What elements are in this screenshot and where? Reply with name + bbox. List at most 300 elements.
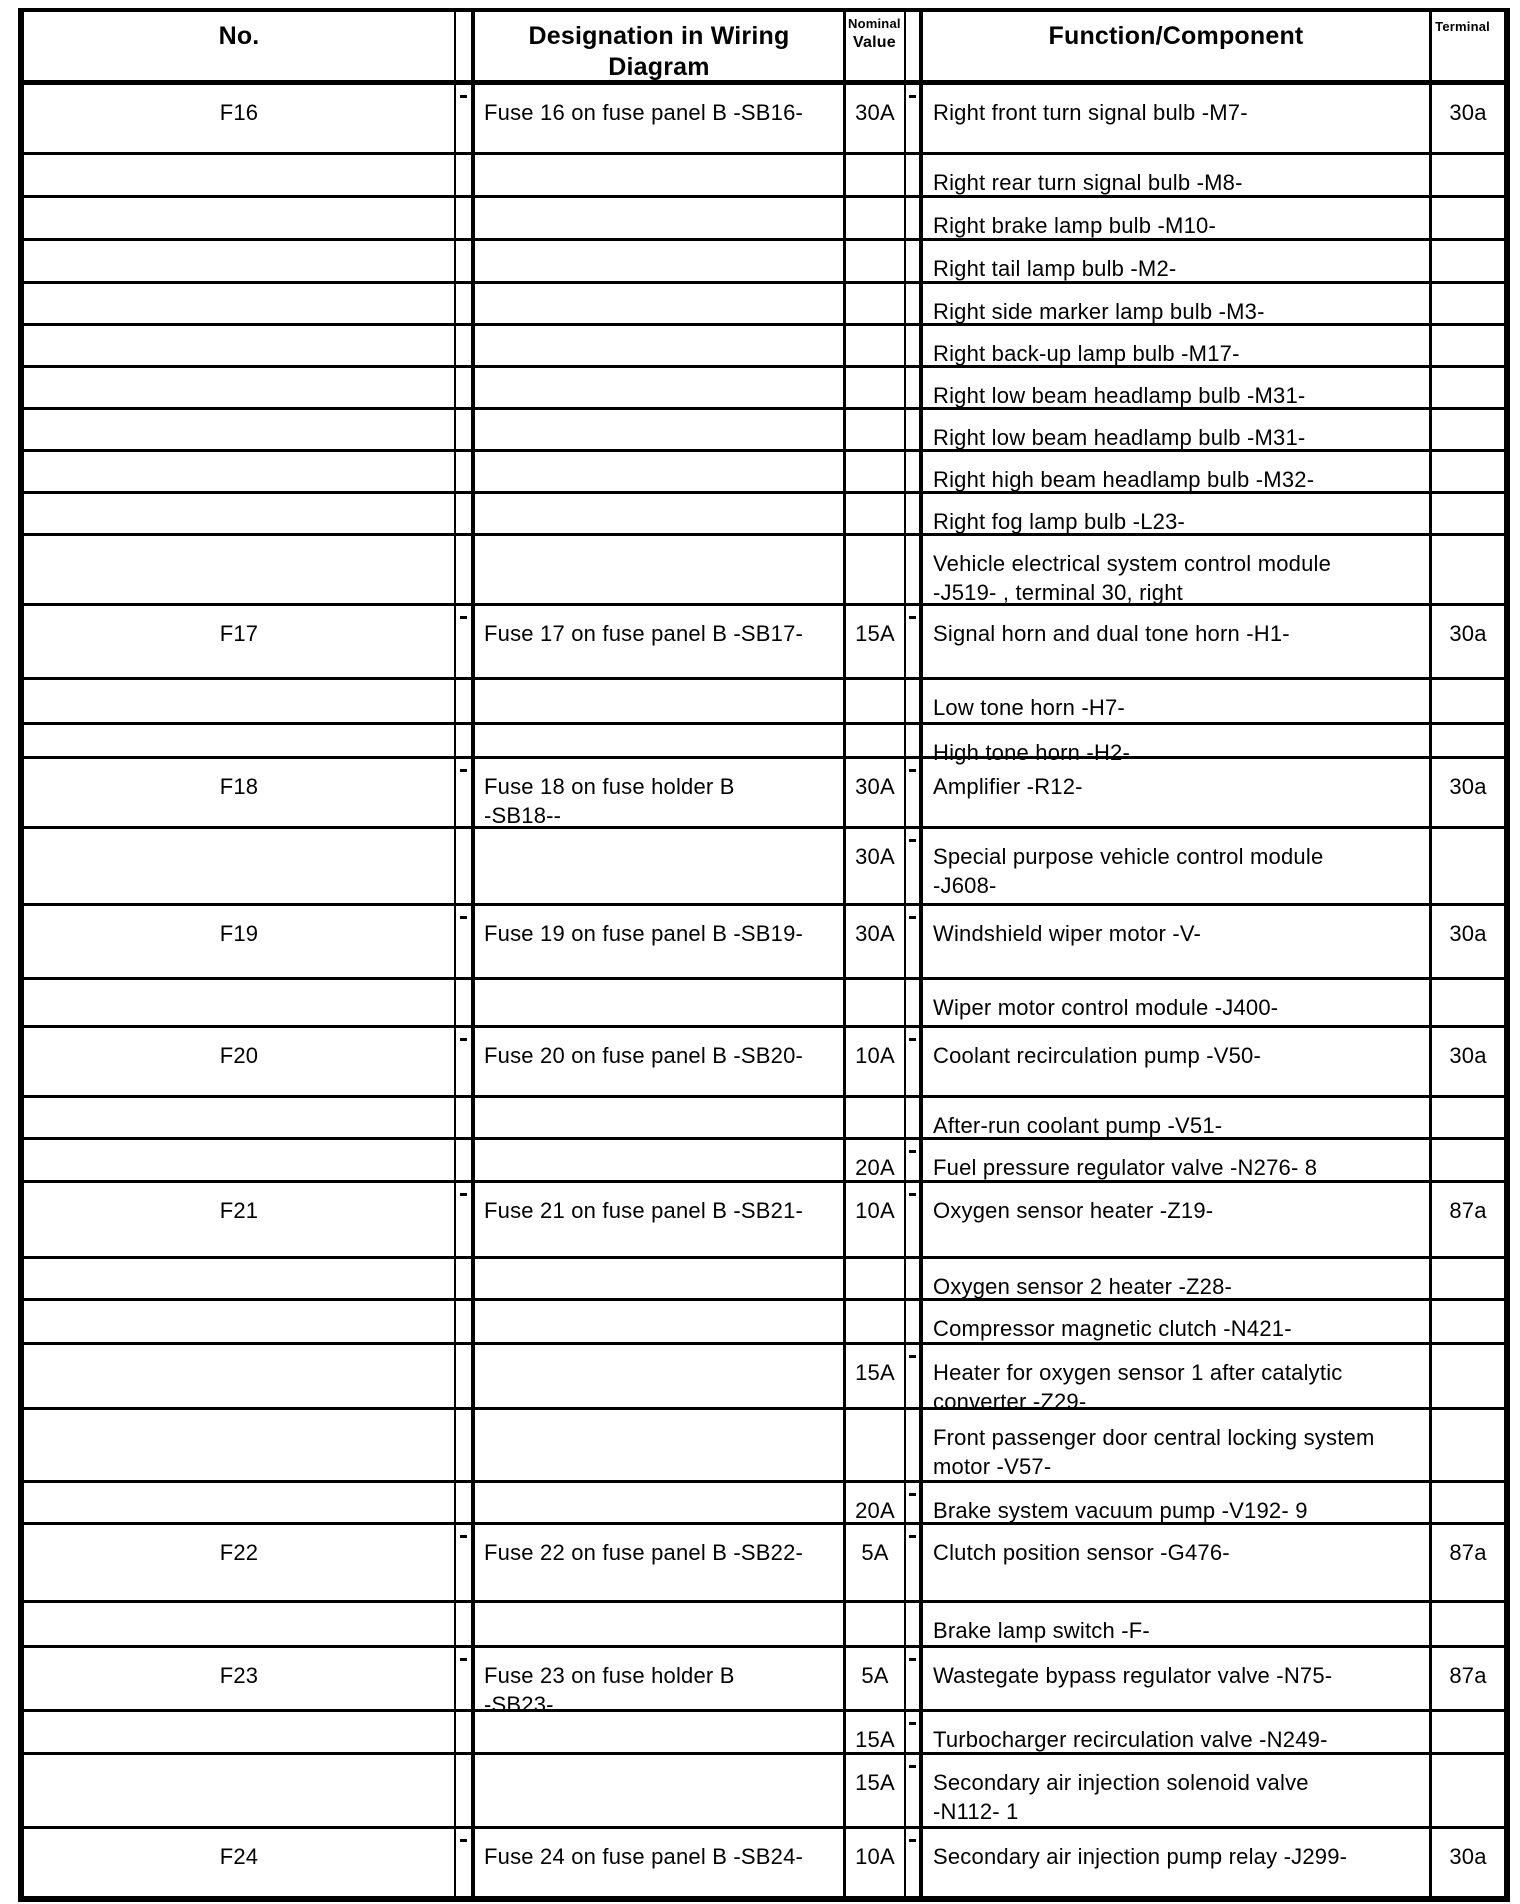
nominal-value-cell — [843, 368, 904, 407]
footnote-mark — [909, 1658, 916, 1661]
footnote-mark — [460, 1535, 467, 1538]
spacer-cell-b — [904, 452, 919, 491]
function-cell — [919, 1525, 1429, 1600]
function-cell — [919, 198, 1429, 238]
designation-cell-text: Fuse 22 on fuse panel B -SB22- — [484, 1540, 804, 1565]
terminal-cell-text: 30a — [1449, 621, 1487, 646]
footnote-mark — [909, 1193, 916, 1196]
table-body — [24, 80, 1504, 1897]
nominal-value-cell — [843, 1712, 904, 1752]
spacer-cell-a — [454, 1525, 471, 1600]
table-row — [24, 1025, 1504, 1095]
nominal-value-cell — [843, 536, 904, 603]
terminal-cell — [1429, 536, 1504, 603]
fuse-number-cell — [24, 606, 454, 677]
designation-cell — [471, 198, 843, 238]
table-row — [24, 1298, 1504, 1342]
function-cell — [919, 1755, 1429, 1826]
footnote-mark — [460, 1658, 467, 1661]
table-row — [24, 1256, 1504, 1298]
header-nominal-value — [843, 12, 904, 80]
nominal-value-cell — [843, 1648, 904, 1709]
function-cell-text: Fuel pressure regulator valve -N276- 8 — [933, 1155, 1318, 1180]
table-row — [24, 491, 1504, 533]
function-cell-text: -J608- — [933, 873, 997, 899]
header-designation — [471, 12, 843, 80]
spacer-cell-a — [454, 198, 471, 238]
table-row — [24, 1600, 1504, 1645]
function-cell — [919, 368, 1429, 407]
nominal-value-cell — [843, 759, 904, 826]
designation-cell — [471, 85, 843, 152]
designation-cell-text: -SB23- — [484, 1692, 554, 1718]
spacer-cell-a — [454, 1483, 471, 1522]
fuse-number-cell — [24, 1829, 454, 1897]
function-cell-text: motor -V57- — [933, 1454, 1052, 1480]
terminal-cell — [1429, 326, 1504, 365]
fuse-number-cell — [24, 368, 454, 407]
designation-cell — [471, 368, 843, 407]
fuse-number-cell — [24, 85, 454, 152]
spacer-cell-a — [454, 1829, 471, 1897]
designation-cell — [471, 410, 843, 449]
function-cell-text: Right fog lamp bulb -L23- — [933, 509, 1186, 534]
fuse-number-cell — [24, 452, 454, 491]
fuse-number-cell — [24, 1259, 454, 1298]
designation-cell — [471, 1483, 843, 1522]
spacer-cell-a — [454, 725, 471, 756]
terminal-cell — [1429, 1140, 1504, 1180]
fuse-number-cell — [24, 1301, 454, 1342]
terminal-cell-text: 30a — [1449, 774, 1487, 799]
header-nominal-line2: Value — [853, 34, 896, 52]
function-cell-text: Coolant recirculation pump -V50- — [933, 1043, 1261, 1068]
function-cell-text: Windshield wiper motor -V- — [933, 921, 1202, 946]
function-cell — [919, 85, 1429, 152]
table-row — [24, 1709, 1504, 1752]
function-cell-text: Wastegate bypass regulator valve -N75- — [933, 1663, 1333, 1688]
function-cell — [919, 680, 1429, 722]
spacer-cell-a — [454, 1345, 471, 1407]
fuse-number-cell — [24, 241, 454, 281]
nominal-value-cell-text: 10A — [855, 1844, 895, 1869]
designation-cell-text: Fuse 24 on fuse panel B -SB24- — [484, 1844, 804, 1869]
header-designation-line1: Designation in Wiring — [528, 22, 790, 50]
footnote-mark — [460, 1193, 467, 1196]
function-cell-text: Turbocharger recirculation valve -N249- — [933, 1727, 1328, 1752]
designation-cell — [471, 155, 843, 195]
spacer-cell-a — [454, 1648, 471, 1709]
spacer-cell-b — [904, 85, 919, 152]
terminal-cell — [1429, 1483, 1504, 1522]
nominal-value-cell — [843, 725, 904, 756]
table-row — [24, 826, 1504, 903]
table-row — [24, 1752, 1504, 1826]
terminal-cell — [1429, 829, 1504, 903]
nominal-value-cell — [843, 1525, 904, 1600]
table-row — [24, 1342, 1504, 1415]
spacer-cell-b — [904, 1755, 919, 1826]
terminal-cell — [1429, 680, 1504, 722]
header-terminal-label: Terminal — [1435, 19, 1490, 34]
nominal-value-cell — [843, 1829, 904, 1897]
table-row — [24, 152, 1504, 195]
terminal-cell-text: 87a — [1449, 1198, 1487, 1223]
header-spacer-a — [454, 12, 471, 80]
spacer-cell-b — [904, 494, 919, 533]
spacer-cell-b — [904, 759, 919, 826]
header-no-label: No. — [218, 22, 260, 50]
designation-cell — [471, 606, 843, 677]
spacer-cell-a — [454, 284, 471, 323]
fuse-number-cell-text: F21 — [219, 1198, 259, 1223]
nominal-value-cell — [843, 1755, 904, 1826]
spacer-cell-b — [904, 1259, 919, 1298]
function-cell-text: High tone horn -H2- — [933, 740, 1131, 765]
terminal-cell — [1429, 906, 1504, 977]
table-row — [24, 238, 1504, 281]
function-cell — [919, 606, 1429, 677]
footnote-mark — [460, 769, 467, 772]
fuse-number-cell — [24, 1345, 454, 1407]
function-cell — [919, 452, 1429, 491]
designation-cell-text: Fuse 21 on fuse panel B -SB21- — [484, 1198, 804, 1223]
terminal-cell-text: 30a — [1449, 921, 1487, 946]
designation-cell — [471, 1648, 843, 1718]
function-cell — [919, 829, 1429, 903]
footnote-mark — [909, 839, 916, 842]
table-row — [24, 977, 1504, 1025]
spacer-cell-a — [454, 906, 471, 977]
fuse-number-cell — [24, 494, 454, 533]
table-row — [24, 1180, 1504, 1256]
table-row — [24, 603, 1504, 677]
function-cell — [919, 241, 1429, 281]
nominal-value-cell — [843, 829, 904, 903]
function-cell — [919, 906, 1429, 977]
designation-cell — [471, 1712, 843, 1752]
designation-cell-text: Fuse 18 on fuse holder B — [484, 774, 735, 799]
spacer-cell-a — [454, 1183, 471, 1256]
table-row — [24, 195, 1504, 238]
designation-cell — [471, 1829, 843, 1897]
function-cell-text: Amplifier -R12- — [933, 774, 1083, 799]
footnote-mark — [909, 916, 916, 919]
terminal-cell — [1429, 759, 1504, 826]
designation-cell — [471, 284, 843, 323]
function-cell — [919, 410, 1429, 449]
spacer-cell-b — [904, 1028, 919, 1095]
spacer-cell-a — [454, 85, 471, 152]
nominal-value-cell-text: 30A — [855, 100, 895, 125]
fuse-number-cell — [24, 759, 454, 826]
function-cell-text: Right brake lamp bulb -M10- — [933, 213, 1216, 238]
fuse-number-cell — [24, 1525, 454, 1600]
terminal-cell-text: 30a — [1449, 1844, 1487, 1869]
terminal-cell — [1429, 1712, 1504, 1752]
spacer-cell-a — [454, 452, 471, 491]
fuse-number-cell — [24, 1483, 454, 1522]
footnote-mark — [909, 1765, 916, 1768]
spacer-cell-a — [454, 1603, 471, 1645]
nominal-value-cell-text: 20A — [855, 1155, 895, 1180]
terminal-cell — [1429, 1603, 1504, 1645]
function-cell-text: Oxygen sensor 2 heater -Z28- — [933, 1274, 1233, 1299]
fuse-number-cell-text: F16 — [219, 100, 259, 125]
nominal-value-cell-text: 30A — [855, 921, 895, 946]
function-cell — [919, 536, 1429, 606]
fuse-number-cell — [24, 1712, 454, 1752]
terminal-cell — [1429, 452, 1504, 491]
nominal-value-cell-text: 30A — [855, 774, 895, 799]
table-row — [24, 533, 1504, 606]
terminal-cell — [1429, 284, 1504, 323]
function-cell-text: Low tone horn -H7- — [933, 695, 1125, 720]
table-row — [24, 449, 1504, 491]
nominal-value-cell — [843, 980, 904, 1025]
table-row — [24, 1645, 1504, 1718]
function-cell-text: -J519- , terminal 30, right — [933, 580, 1183, 606]
function-cell-text: -N112- 1 — [933, 1799, 1019, 1825]
designation-cell — [471, 1345, 843, 1407]
footnote-mark — [460, 916, 467, 919]
function-cell-text: Right low beam headlamp bulb -M31- — [933, 425, 1306, 450]
spacer-cell-a — [454, 759, 471, 826]
terminal-cell — [1429, 1345, 1504, 1407]
fuse-number-cell — [24, 536, 454, 603]
designation-cell-text: Fuse 19 on fuse panel B -SB19- — [484, 921, 804, 946]
designation-cell — [471, 452, 843, 491]
function-cell-text: Right front turn signal bulb -M7- — [933, 100, 1248, 125]
designation-cell — [471, 829, 843, 903]
function-cell-text: Right rear turn signal bulb -M8- — [933, 170, 1243, 195]
table-row — [24, 323, 1504, 365]
nominal-value-cell-text: 5A — [861, 1540, 889, 1565]
footnote-mark — [460, 1839, 467, 1842]
designation-cell — [471, 494, 843, 533]
spacer-cell-b — [904, 829, 919, 903]
designation-cell — [471, 1098, 843, 1137]
terminal-cell — [1429, 980, 1504, 1025]
terminal-cell — [1429, 368, 1504, 407]
terminal-cell — [1429, 410, 1504, 449]
spacer-cell-b — [904, 1410, 919, 1480]
function-cell — [919, 1603, 1429, 1645]
spacer-cell-b — [904, 368, 919, 407]
designation-cell-text: -SB18-- — [484, 803, 562, 829]
terminal-cell — [1429, 1098, 1504, 1137]
designation-cell — [471, 906, 843, 977]
nominal-value-cell — [843, 1301, 904, 1342]
spacer-cell-a — [454, 536, 471, 603]
spacer-cell-b — [904, 906, 919, 977]
terminal-cell — [1429, 1183, 1504, 1256]
function-cell — [919, 284, 1429, 323]
fuse-number-cell — [24, 1755, 454, 1826]
fuse-number-cell-text: F22 — [219, 1540, 259, 1565]
designation-cell — [471, 536, 843, 603]
nominal-value-cell-text: 15A — [855, 1770, 895, 1795]
nominal-value-cell — [843, 410, 904, 449]
footnote-mark — [909, 95, 916, 98]
nominal-value-cell-text: 20A — [855, 1498, 895, 1523]
function-cell-text: Wiper motor control module -J400- — [933, 995, 1279, 1020]
nominal-value-cell — [843, 906, 904, 977]
terminal-cell-text: 30a — [1449, 1043, 1487, 1068]
fuse-number-cell — [24, 980, 454, 1025]
spacer-cell-a — [454, 1712, 471, 1752]
function-cell-text: Brake lamp switch -F- — [933, 1618, 1150, 1643]
table-row — [24, 365, 1504, 407]
fuse-number-cell-text: F18 — [219, 774, 259, 799]
spacer-cell-a — [454, 1259, 471, 1298]
footnote-mark — [460, 1038, 467, 1041]
fuse-number-cell — [24, 284, 454, 323]
spacer-cell-b — [904, 1345, 919, 1407]
nominal-value-cell — [843, 494, 904, 533]
nominal-value-cell-text: 30A — [855, 844, 895, 869]
function-cell — [919, 1183, 1429, 1256]
spacer-cell-b — [904, 536, 919, 603]
terminal-cell — [1429, 725, 1504, 756]
fuse-number-cell — [24, 1183, 454, 1256]
footnote-mark — [909, 1493, 916, 1496]
spacer-cell-a — [454, 1140, 471, 1180]
fuse-number-cell-text: F17 — [219, 621, 259, 646]
nominal-value-cell — [843, 241, 904, 281]
spacer-cell-b — [904, 1712, 919, 1752]
spacer-cell-a — [454, 1755, 471, 1826]
spacer-cell-a — [454, 368, 471, 407]
table-row — [24, 1480, 1504, 1522]
function-cell — [919, 1028, 1429, 1095]
nominal-value-cell — [843, 1410, 904, 1480]
spacer-cell-b — [904, 284, 919, 323]
function-cell-text: Compressor magnetic clutch -N421- — [933, 1316, 1292, 1341]
spacer-cell-b — [904, 1483, 919, 1522]
footnote-mark — [909, 1038, 916, 1041]
nominal-value-cell-text: 15A — [855, 1727, 895, 1752]
spacer-cell-b — [904, 1603, 919, 1645]
spacer-cell-b — [904, 326, 919, 365]
spacer-cell-b — [904, 725, 919, 756]
spacer-cell-a — [454, 1098, 471, 1137]
table-row — [24, 677, 1504, 722]
fuse-number-cell — [24, 1410, 454, 1480]
footnote-mark — [909, 1535, 916, 1538]
terminal-cell-text: 30a — [1449, 100, 1487, 125]
spacer-cell-a — [454, 1410, 471, 1480]
spacer-cell-b — [904, 980, 919, 1025]
designation-cell — [471, 1183, 843, 1256]
designation-cell — [471, 1410, 843, 1480]
designation-cell — [471, 759, 843, 829]
designation-cell — [471, 1140, 843, 1180]
designation-cell — [471, 980, 843, 1025]
terminal-cell — [1429, 1259, 1504, 1298]
spacer-cell-b — [904, 155, 919, 195]
table-row — [24, 722, 1504, 765]
table-row — [24, 407, 1504, 449]
nominal-value-cell — [843, 1483, 904, 1522]
fuse-number-cell — [24, 1028, 454, 1095]
spacer-cell-a — [454, 494, 471, 533]
terminal-cell — [1429, 1648, 1504, 1709]
footnote-mark — [909, 1839, 916, 1842]
footnote-mark — [909, 616, 916, 619]
spacer-cell-b — [904, 1525, 919, 1600]
function-cell — [919, 1259, 1429, 1298]
designation-cell-text: Fuse 20 on fuse panel B -SB20- — [484, 1043, 804, 1068]
terminal-cell — [1429, 155, 1504, 195]
designation-cell — [471, 680, 843, 722]
table-header-row — [24, 12, 1504, 80]
nominal-value-cell-text: 10A — [855, 1198, 895, 1223]
table-row — [24, 1137, 1504, 1180]
nominal-value-cell — [843, 1028, 904, 1095]
spacer-cell-a — [454, 410, 471, 449]
spacer-cell-a — [454, 241, 471, 281]
nominal-value-cell — [843, 1603, 904, 1645]
terminal-cell-text: 87a — [1449, 1540, 1487, 1565]
function-cell-text: Right side marker lamp bulb -M3- — [933, 299, 1265, 324]
terminal-cell — [1429, 198, 1504, 238]
fuse-number-cell — [24, 906, 454, 977]
function-cell — [919, 725, 1429, 765]
header-nominal-line1: Nominal — [848, 16, 901, 31]
function-cell — [919, 1712, 1429, 1752]
designation-cell — [471, 241, 843, 281]
fuse-number-cell — [24, 829, 454, 903]
function-cell — [919, 494, 1429, 533]
function-cell — [919, 326, 1429, 365]
designation-cell — [471, 1525, 843, 1600]
nominal-value-cell-text: 10A — [855, 1043, 895, 1068]
nominal-value-cell — [843, 1140, 904, 1180]
function-cell — [919, 1829, 1429, 1897]
spacer-cell-b — [904, 410, 919, 449]
fuse-number-cell — [24, 410, 454, 449]
spacer-cell-b — [904, 1301, 919, 1342]
function-cell — [919, 1410, 1429, 1480]
table-row — [24, 1407, 1504, 1480]
spacer-cell-b — [904, 680, 919, 722]
footnote-mark — [909, 1722, 916, 1725]
spacer-cell-b — [904, 1829, 919, 1897]
terminal-cell — [1429, 1028, 1504, 1095]
nominal-value-cell — [843, 452, 904, 491]
header-no — [24, 12, 454, 80]
terminal-cell — [1429, 1525, 1504, 1600]
spacer-cell-a — [454, 680, 471, 722]
designation-cell — [471, 1259, 843, 1298]
fuse-number-cell-text: F23 — [219, 1663, 259, 1688]
footnote-mark — [909, 1150, 916, 1153]
spacer-cell-a — [454, 326, 471, 365]
function-cell — [919, 1483, 1429, 1522]
footnote-mark — [460, 616, 467, 619]
table-row — [24, 281, 1504, 323]
table-row — [24, 1522, 1504, 1600]
header-designation-line2: Diagram — [608, 52, 710, 81]
fuse-assignment-table — [18, 8, 1510, 1902]
footnote-mark — [909, 769, 916, 772]
function-cell-text: Right high beam headlamp bulb -M32- — [933, 467, 1315, 492]
terminal-cell — [1429, 606, 1504, 677]
designation-cell-text: Fuse 17 on fuse panel B -SB17- — [484, 621, 804, 646]
nominal-value-cell — [843, 85, 904, 152]
function-cell-text: Vehicle electrical system control module — [933, 551, 1332, 576]
